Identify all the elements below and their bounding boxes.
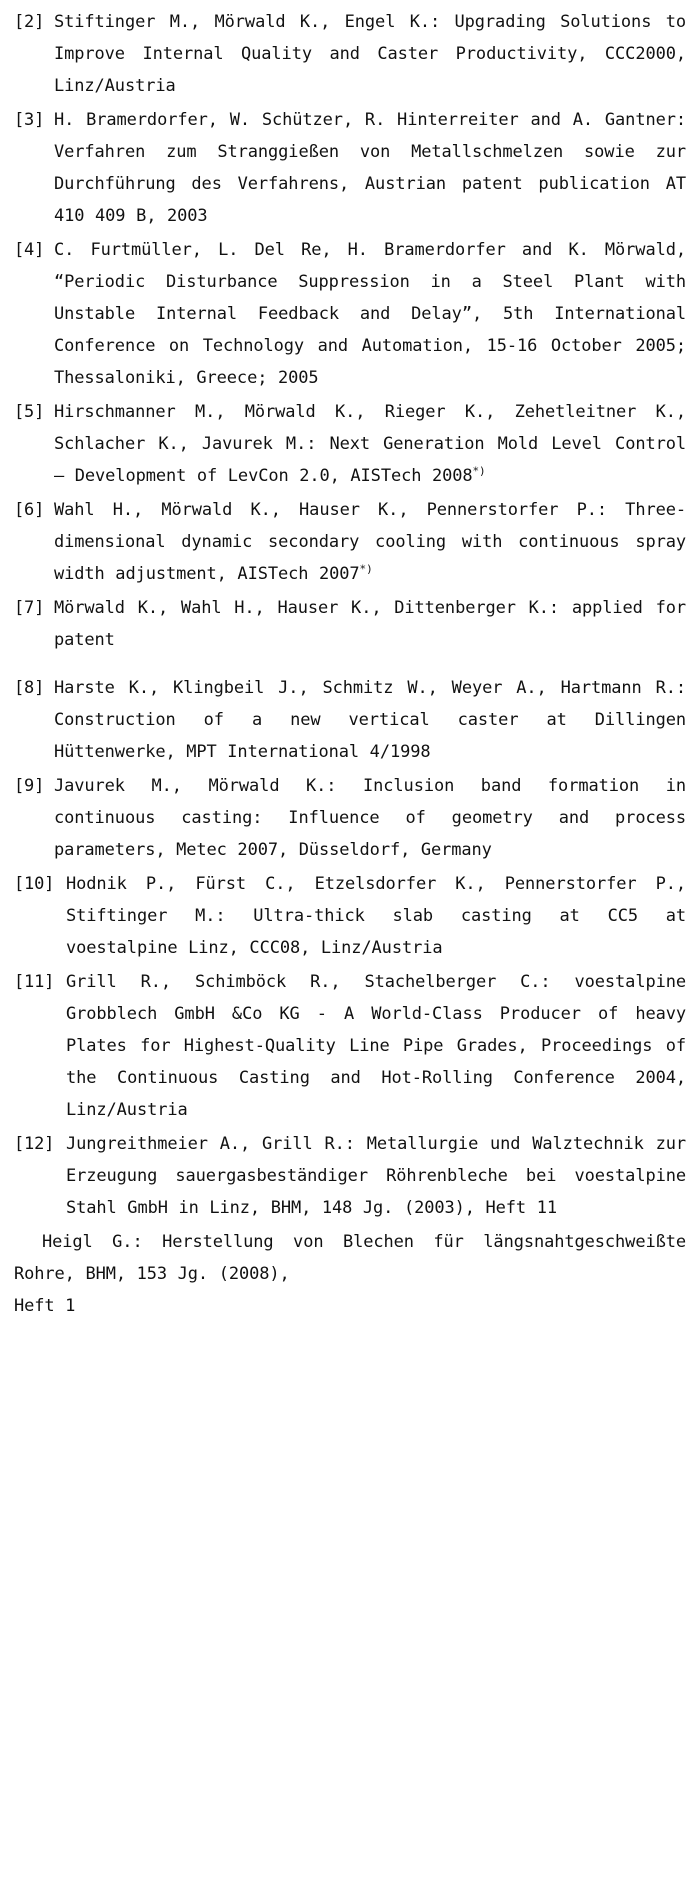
footnote-marker: *) [472,464,486,478]
reference-marker: [6] [14,500,45,520]
reference-entry [14,966,686,1126]
reference-text [54,672,686,768]
reference-text [66,966,686,1126]
reference-text-main: Hodnik P., Fürst C., Etzelsdorfer K., Pennerstorfer P., Stiftinger M.: Ultra-thick slab casting at CC5 at voestalpine Linz, CCC08, Linz/Austria [66,874,686,958]
reference-text [54,494,686,590]
reference-entry [14,234,686,394]
reference-text-main: Javurek M., Mörwald K.: Inclusion band formation in continuous casting: Influence of geometry and process parameters, Metec 2007, Düsseldorf, Germany [54,776,686,860]
reference-text [66,1128,686,1224]
reference-text-main: Hirschmanner M., Mörwald K., Rieger K., Zehetleitner K., Schlacher K., Javurek M.: Next Generation Mold Level Control – Development of LevCon 2.0, AISTech 2008 [54,402,686,486]
reference-text-main: Grill R., Schimböck R., Stachelberger C.: voestalpine Grobblech GmbH &Co KG - A World-Class Producer of heavy Plates for Highest-Quality Line Pipe Grades, Proceedings of the Continuous Casting and Hot-Rolling Conference 2004, Linz/Austria [66,972,686,1120]
reference-text [66,868,686,964]
reference-text-main: Harste K., Klingbeil J., Schmitz W., Weyer A., Hartmann R.: Construction of a new vertical caster at Dillingen Hüttenwerke, MPT International 4/1998 [54,678,686,762]
footnote-marker: *) [359,562,373,576]
reference-marker: [2] [14,12,45,32]
reference-text-main: Jungreithmeier A., Grill R.: Metallurgie und Walztechnik zur Erzeugung sauergasbeständiger Röhrenbleche bei voestalpine Stahl GmbH in Linz, BHM, 148 Jg. (2003), Heft 11 [66,1134,686,1218]
reference-entry [14,104,686,232]
section-spacer [14,658,686,672]
reference-entry [14,396,686,492]
reference-entry [14,1128,686,1224]
reference-marker: [4] [14,240,45,260]
reference-marker: [3] [14,110,45,130]
reference-entry [14,868,686,964]
reference-text [54,6,686,102]
reference-text [54,396,686,492]
reference-text [54,234,686,394]
reference-text [54,592,686,656]
reference-entry [14,494,686,590]
reference-marker: [10] [14,874,55,894]
trailing-reference [14,1226,686,1322]
reference-marker: [8] [14,678,45,698]
reference-entry [14,770,686,866]
reference-entry [14,592,686,656]
reference-text [54,770,686,866]
reference-text [54,104,686,232]
reference-marker: [7] [14,598,45,618]
reference-marker: [11] [14,972,55,992]
reference-entry [14,6,686,102]
reference-marker: [12] [14,1134,55,1154]
reference-marker: [5] [14,402,45,422]
reference-text-main: C. Furtmüller, L. Del Re, H. Bramerdorfer and K. Mörwald, “Periodic Disturbance Suppression in a Steel Plant with Unstable Internal Feedback and Delay”, 5th International Conference on Technology and Automation, 15-16 October 2005; Thessaloniki, Greece; 2005 [54,240,686,388]
reference-text-main: H. Bramerdorfer, W. Schützer, R. Hinterreiter and A. Gantner: Verfahren zum Stranggießen von Metallschmelzen sowie zur Durchführung des Verfahrens, Austrian patent publication AT 410 409 B, 2003 [54,110,686,226]
reference-text-main: Stiftinger M., Mörwald K., Engel K.: Upgrading Solutions to Improve Internal Quality and Caster Productivity, CCC2000, Linz/Austria [54,12,686,96]
reference-text-main: Wahl H., Mörwald K., Hauser K., Pennerstorfer P.: Three-dimensional dynamic secondary cooling with continuous spray width adjustment, AISTech 2007 [54,500,686,584]
reference-entry [14,672,686,768]
reference-marker: [9] [14,776,45,796]
trailing-reference-text: Heigl G.: Herstellung von Blechen für längsnahtgeschweißte Rohre, BHM, 153 Jg. (2008), [14,1232,686,1284]
reference-text-main: Mörwald K., Wahl H., Hauser K., Dittenberger K.: applied for patent [54,598,686,650]
trailing-reference-lastline: Heft 1 [14,1296,76,1316]
